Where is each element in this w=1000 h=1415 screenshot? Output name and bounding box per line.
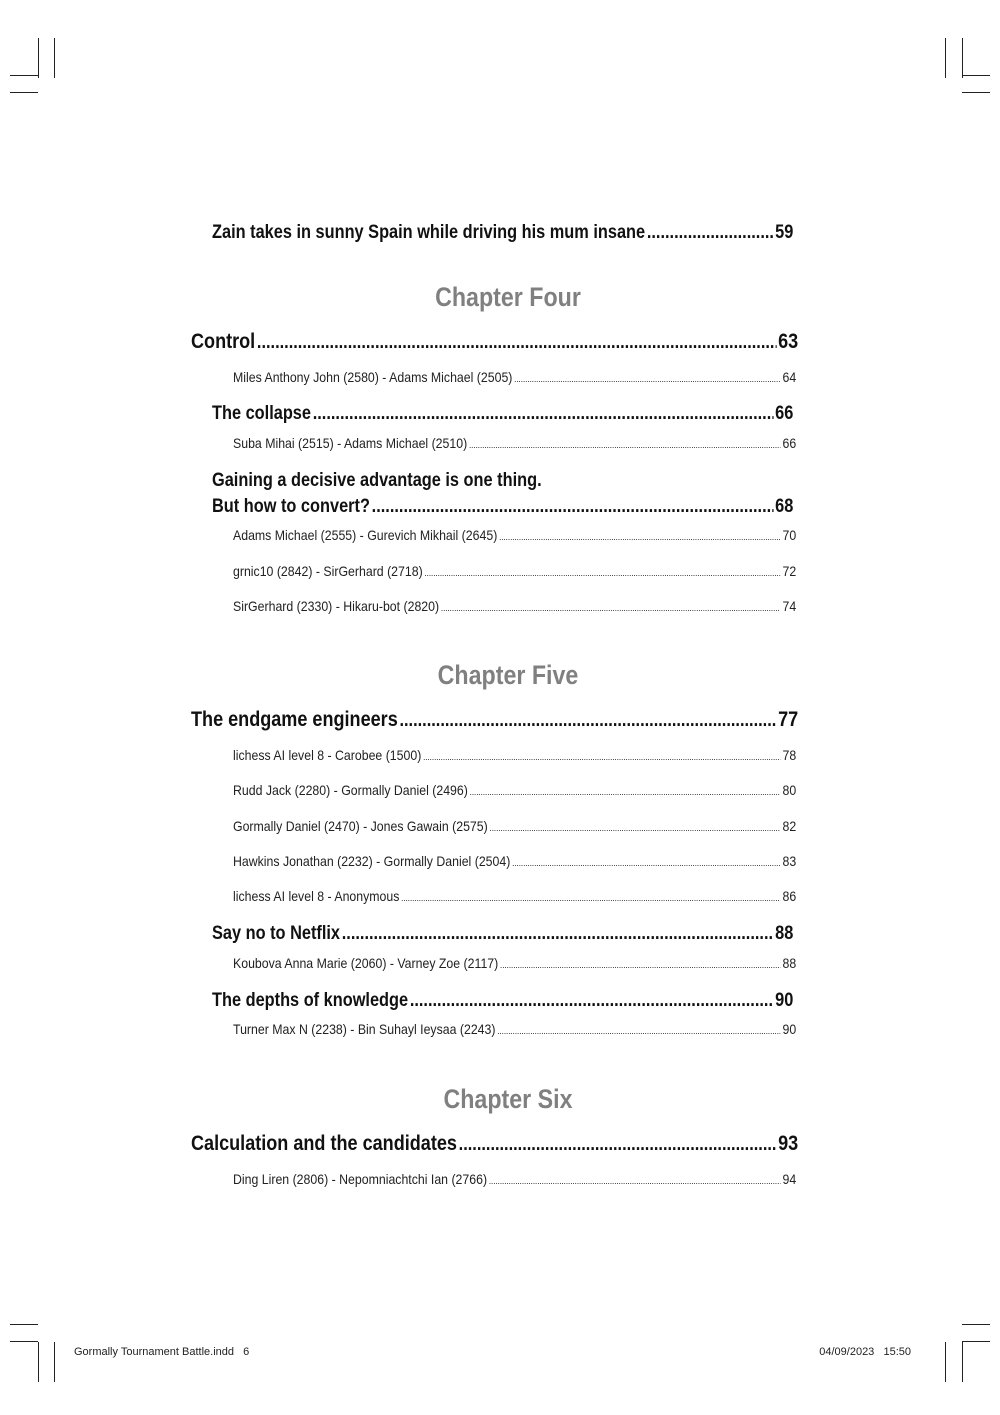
page-number: 88 xyxy=(782,955,797,971)
entry-title: Calculation and the candidates xyxy=(191,1132,457,1155)
toc-game-entry[interactable] xyxy=(233,747,796,763)
entry-title: lichess AI level 8 - Carobee (1500) xyxy=(233,747,422,763)
toc-entry[interactable] xyxy=(212,923,793,945)
page-number: 88 xyxy=(775,923,794,944)
page-number: 80 xyxy=(782,782,797,798)
dot-leader xyxy=(647,223,774,242)
chapter-heading: Chapter Four xyxy=(435,282,581,312)
page-number: 64 xyxy=(782,369,797,385)
dot-leader xyxy=(424,569,780,578)
entry-title: Miles Anthony John (2580) - Adams Michael (2505) xyxy=(233,369,513,385)
page-number: 78 xyxy=(782,747,797,763)
entry-title: The collapse xyxy=(212,403,311,424)
entry-title: lichess AI level 8 - Anonymous xyxy=(233,888,400,904)
page-number: 93 xyxy=(778,1132,799,1155)
page-number: 74 xyxy=(782,598,797,614)
toc-entry[interactable] xyxy=(191,1132,798,1156)
entry-title-line: Gaining a decisive advantage is one thing. xyxy=(212,470,542,491)
slug-filename: Gormally Tournament Battle.indd 6 xyxy=(74,1346,250,1358)
page-number: 77 xyxy=(778,708,799,731)
toc-game-entry[interactable] xyxy=(233,1021,796,1037)
page-number: 68 xyxy=(775,496,794,517)
page-number: 63 xyxy=(778,330,799,353)
toc-game-entry[interactable] xyxy=(233,955,796,971)
dot-leader xyxy=(313,404,774,423)
entry-title: Gormally Daniel (2470) - Jones Gawain (2575) xyxy=(233,818,488,834)
toc-entry[interactable] xyxy=(191,708,798,732)
toc-game-entry[interactable] xyxy=(233,1171,796,1187)
entry-title: Control xyxy=(191,330,256,353)
page-number: 86 xyxy=(782,888,797,904)
dot-leader xyxy=(257,333,776,352)
entry-title: Koubova Anna Marie (2060) - Varney Zoe (2117) xyxy=(233,955,499,971)
page-number: 70 xyxy=(782,527,797,543)
entry-title: The endgame engineers xyxy=(191,708,398,731)
page-number: 72 xyxy=(782,563,797,579)
toc-entry[interactable] xyxy=(212,496,793,518)
page-number: 66 xyxy=(775,403,794,424)
entry-title: Rudd Jack (2280) - Gormally Daniel (2496) xyxy=(233,782,468,798)
dot-leader xyxy=(372,497,774,516)
toc-entry[interactable] xyxy=(212,222,793,244)
entry-title: Hawkins Jonathan (2232) - Gormally Daniel (2504) xyxy=(233,853,511,869)
dot-leader xyxy=(500,961,781,970)
dot-leader xyxy=(423,753,781,762)
entry-title: Turner Max N (2238) - Bin Suhayl Ieysaa (2243) xyxy=(233,1021,496,1037)
dot-leader xyxy=(459,1135,777,1154)
page-number: 90 xyxy=(775,990,794,1011)
page-number: 94 xyxy=(782,1171,797,1187)
page-number: 59 xyxy=(775,222,794,243)
toc-game-entry[interactable] xyxy=(233,782,796,798)
toc-game-entry[interactable] xyxy=(233,435,796,451)
dot-leader xyxy=(342,924,774,943)
dot-leader xyxy=(497,1027,780,1036)
toc-game-entry[interactable] xyxy=(233,369,796,385)
toc-game-entry[interactable] xyxy=(233,853,796,869)
entry-title: Zain takes in sunny Spain while driving his mum insane xyxy=(212,222,646,243)
entry-title: But how to convert? xyxy=(212,496,370,517)
toc-game-entry[interactable] xyxy=(233,818,796,834)
toc-game-entry[interactable] xyxy=(233,598,796,614)
toc-game-entry[interactable] xyxy=(233,563,796,579)
toc-entry[interactable] xyxy=(212,990,793,1012)
dot-leader xyxy=(469,441,781,450)
dot-leader xyxy=(489,824,780,833)
chapter-heading: Chapter Six xyxy=(443,1084,573,1114)
entry-title: Say no to Netflix xyxy=(212,923,341,944)
toc-game-entry[interactable] xyxy=(233,527,796,543)
dot-leader xyxy=(499,533,781,542)
toc-entry[interactable] xyxy=(212,403,793,425)
dot-leader xyxy=(401,894,781,903)
page-number: 83 xyxy=(782,853,797,869)
page-number: 82 xyxy=(782,818,797,834)
entry-title: Adams Michael (2555) - Gurevich Mikhail (2645) xyxy=(233,527,498,543)
page-number: 66 xyxy=(782,435,797,451)
slug-timestamp: 04/09/2023 15:50 xyxy=(819,1346,911,1358)
page-number: 90 xyxy=(782,1021,797,1037)
dot-leader xyxy=(512,859,781,868)
toc-game-entry[interactable] xyxy=(233,888,796,904)
dot-leader xyxy=(514,375,781,384)
entry-title: SirGerhard (2330) - Hikaru-bot (2820) xyxy=(233,598,440,614)
entry-title: The depths of knowledge xyxy=(212,990,409,1011)
entry-title: Ding Liren (2806) - Nepomniachtchi Ian (2766) xyxy=(233,1171,488,1187)
dot-leader xyxy=(470,788,781,797)
entry-title: Suba Mihai (2515) - Adams Michael (2510) xyxy=(233,435,468,451)
dot-leader xyxy=(489,1177,781,1186)
entry-title: grnic10 (2842) - SirGerhard (2718) xyxy=(233,563,423,579)
dot-leader xyxy=(399,711,776,730)
dot-leader xyxy=(441,604,781,613)
chapter-heading: Chapter Five xyxy=(437,660,579,690)
dot-leader xyxy=(410,991,774,1010)
toc-entry[interactable] xyxy=(191,330,798,354)
